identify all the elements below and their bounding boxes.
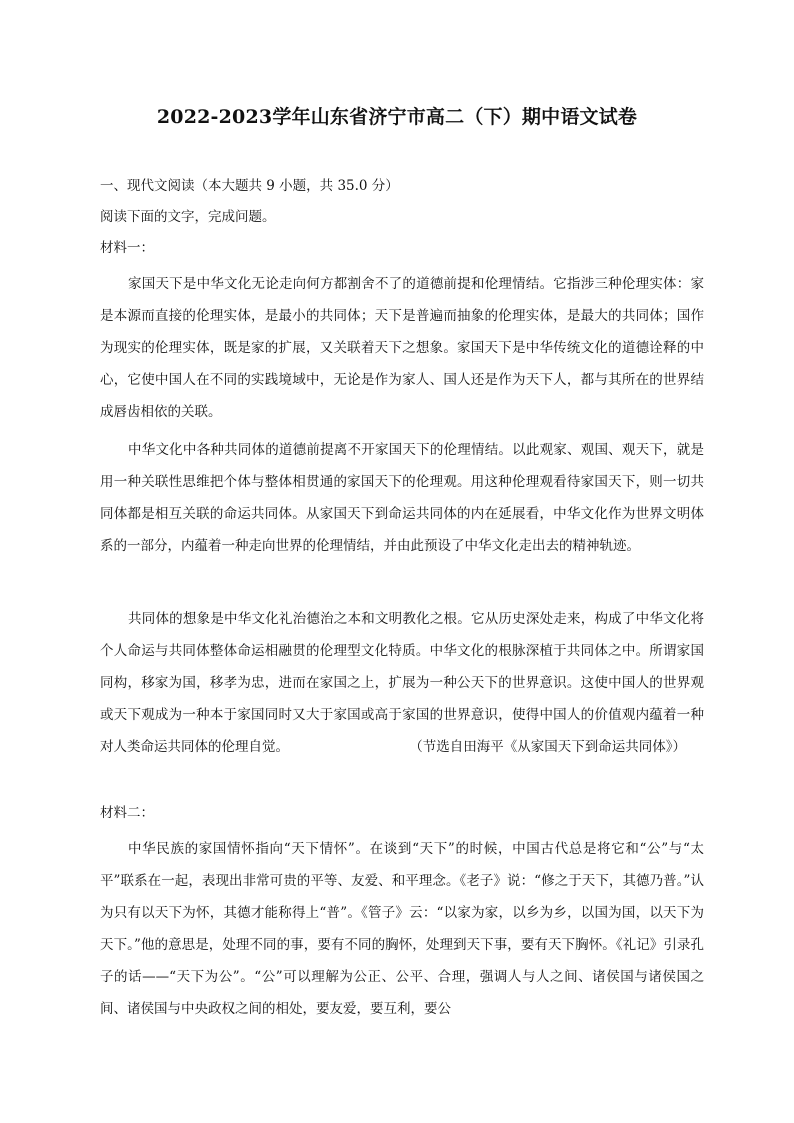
material-two-label: 材料二： [100, 805, 154, 821]
material-one-paragraph: 中华文化中各种共同体的道德前提离不开家国天下的伦理情结。以此观家、观国、观天下，就是用一种关联性思维把个体与整体相贯通的家国天下的伦理观。用这种伦理观看待家国天下，则一切共同体都是相互关联的命运共同体。从家国天下到命运共同体的内在延展看，中华文化作为世界文明体系的一部分，内蕴着一种走向世界的伦理情结，并由此预设了中华文化走出去的精神轨迹。 [100, 442, 704, 554]
exam-title: 2022-2023学年山东省济宁市高二（下）期中语文试卷 [156, 106, 638, 128]
material-one-label: 材料一： [100, 240, 154, 256]
material-two-paragraph: 中华民族的家国情怀指向“天下情怀”。在谈到“天下”的时候，中国古代总是将它和“公”与“太平”联系在一起，表现出非常可贵的平等、友爱、和平理念。《老子》说：“修之于天下，其德乃普。”认为只有以天下为怀，其德才能称得上“普”。《管子》云：“以家为家，以乡为乡，以国为国，以天下为天下。”他的意思是，处理不同的事，要有不同的胸怀，处理到天下事，要有天下胸怀。《礼记》引录孔子的话——“天下为公”。“公”可以理解为公正、公平、合理，强调人与人之间、诸侯国与诸侯国之间、诸侯国与中央政权之间的相处，要友爱，要互利，要公 [100, 841, 704, 1017]
material-one-paragraph: 共同体的想象是中华文化礼治德治之本和文明教化之根。它从历史深处走来，构成了中华文化将个人命运与共同体整体命运相融贯的伦理型文化特质。中华文化的根脉深植于共同体之中。所谓家国同构，移家为国，移孝为忠，进而在家国之上，扩展为一种公天下的世界意识。这使中国人的世界观或天下观成为一种本于家国同时又大于家国或高于家国的世界意识，使得中国人的价值观内蕴着一种对人类命运共同体的伦理自觉。 [100, 611, 704, 755]
material-one-source: （节选自田海平《从家国天下到命运共同体》） [409, 739, 686, 755]
section-heading: 一、现代文阅读（本大题共 9 小题，共 35.0 分） [100, 178, 399, 194]
reading-instruction: 阅读下面的文字，完成问题。 [100, 209, 276, 225]
material-one-paragraph: 家国天下是中华文化无论走向何方都割舍不了的道德前提和伦理情结。它指涉三种伦理实体：家是本源而直接的伦理实体，是最小的共同体；天下是普遍而抽象的伦理实体，是最大的共同体；国作为现实的伦理实体，既是家的扩展，又关联着天下之想象。家国天下是中华传统文化的道德诠释的中心，它使中国人在不同的实践境域中，无论是作为家人、国人还是作为天下人，都与其所在的世界结成唇齿相依的关联。 [100, 276, 704, 420]
